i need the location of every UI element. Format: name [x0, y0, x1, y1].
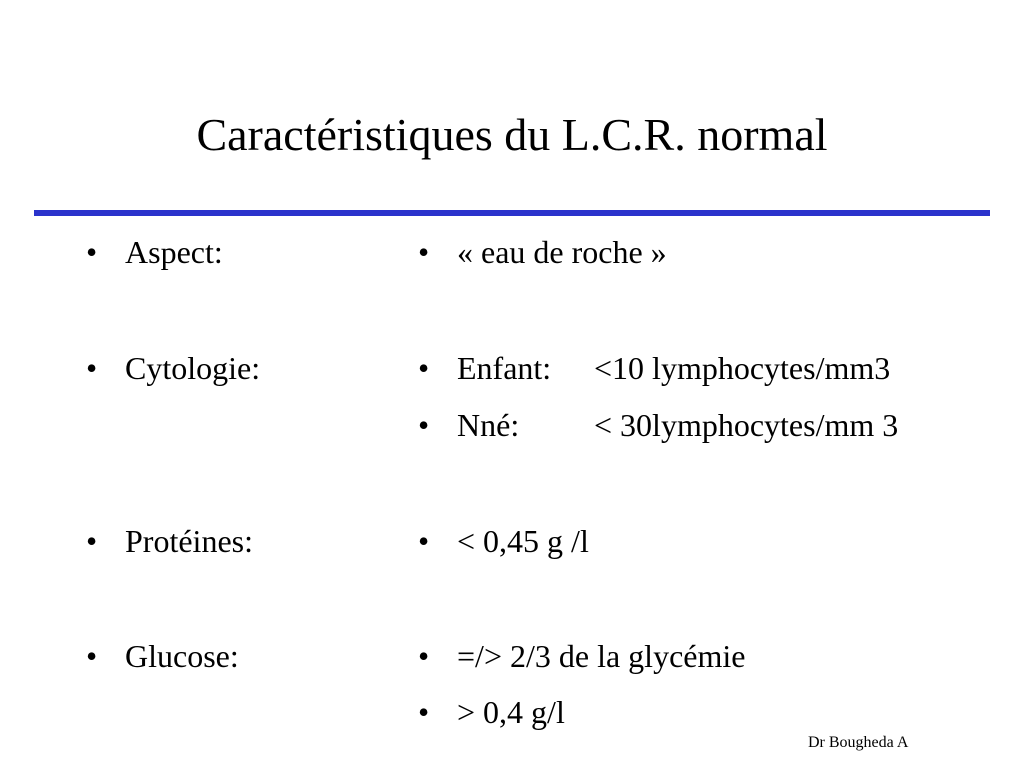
- bullet-icon: •: [86, 350, 98, 386]
- right-item-text: « eau de roche »: [457, 234, 667, 270]
- bullet-icon: •: [418, 234, 430, 270]
- left-item-label: Aspect:: [125, 234, 223, 270]
- right-item-row: [457, 405, 898, 445]
- bullet-icon: •: [418, 694, 430, 730]
- right-item-text: < 30lymphocytes/mm 3: [594, 407, 899, 443]
- bullet-icon: •: [418, 638, 430, 674]
- bullet-icon: •: [418, 523, 430, 559]
- bullet-icon: •: [86, 638, 98, 674]
- right-item-text: < 0,45 g /l: [457, 523, 589, 559]
- right-item-text: =/> 2/3 de la glycémie: [457, 638, 746, 674]
- right-item-text: > 0,4 g/l: [457, 694, 565, 730]
- bullet-icon: •: [86, 523, 98, 559]
- right-item-tab-label: Nné:: [457, 407, 520, 443]
- footer-author: Dr Bougheda A: [808, 734, 909, 751]
- right-item-text: <10 lymphocytes/mm3: [594, 350, 891, 386]
- left-item-label: Protéines:: [125, 523, 253, 559]
- right-item-tab-label: Enfant:: [457, 350, 552, 386]
- bullet-icon: •: [418, 407, 430, 443]
- right-item-row: [457, 348, 890, 388]
- left-item-label: Cytologie:: [125, 350, 261, 386]
- slide-title: Caractéristiques du L.C.R. normal: [196, 109, 828, 160]
- bullet-icon: •: [86, 234, 98, 270]
- left-item-label: Glucose:: [125, 638, 239, 674]
- bullet-icon: •: [418, 350, 430, 386]
